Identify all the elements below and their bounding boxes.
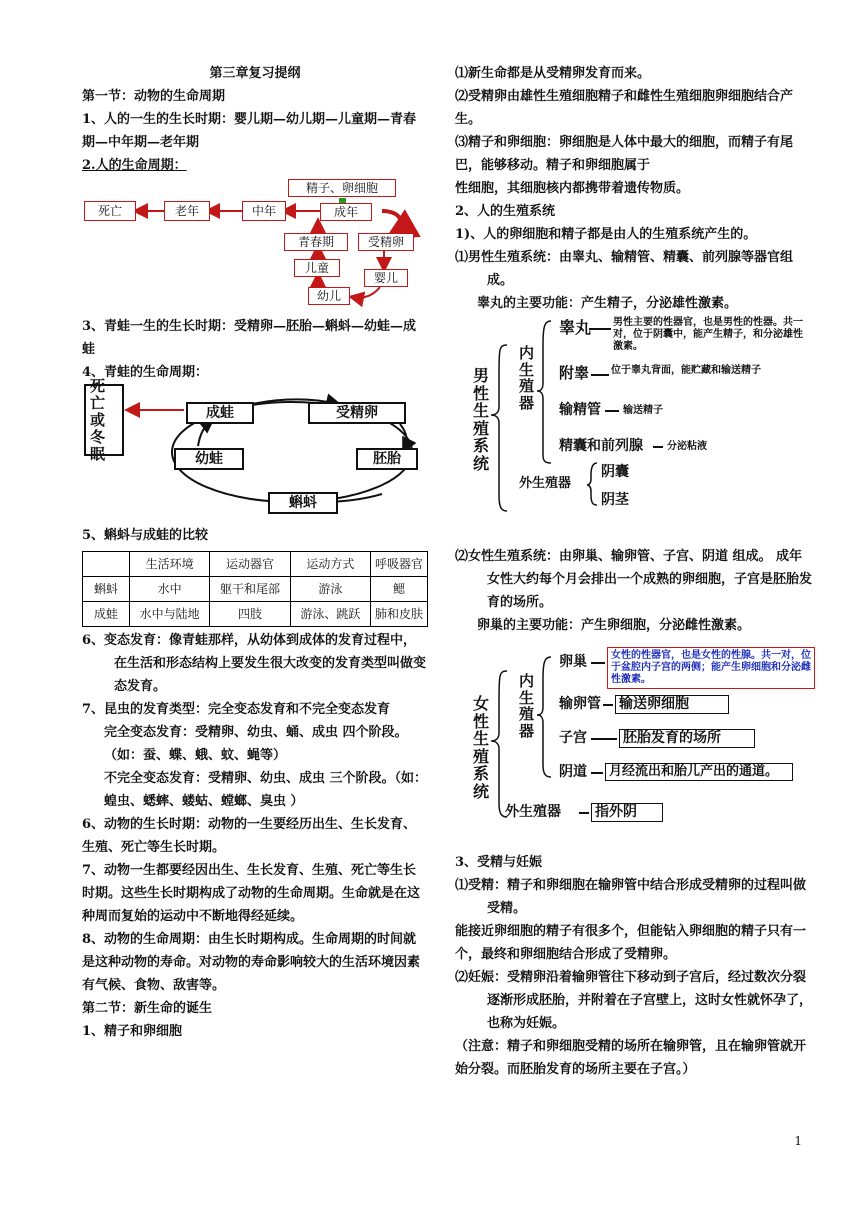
- table-header-cell: 呼吸器官: [371, 552, 428, 577]
- item-note: （注意：精子和卵细胞受精的场所在输卵管，且在输卵管就开始分裂。而胚胎发育的场所主要在子宫。）: [455, 1039, 807, 1077]
- table-header-cell: [83, 552, 130, 577]
- female-internal-label: [519, 673, 535, 739]
- male-reproductive-diagram: [455, 315, 813, 527]
- item-incomplete-metamorphosis: 不完全变态发育：受精卵、幼虫、成虫 三个阶段。（如：蝗虫、蟋蟀、蝼蛄、螳螂、臭虫 ）: [104, 771, 428, 809]
- glands-label: 精囊和前列腺: [559, 438, 643, 454]
- node-youth: 青春期: [284, 233, 348, 251]
- item-animal-growth-periods: 6、动物的生长时期：动物的一生要经历出生、生长发育、生殖、死亡等生长时期。: [82, 817, 417, 855]
- vas-deferens-note: 输送精子: [623, 405, 663, 416]
- node-zygote: 受精卵: [358, 233, 414, 251]
- item-fertilization: ⑴受精：精子和卵细胞在输卵管中结合形成受精卵的过程叫做受精。: [455, 878, 807, 916]
- female-system-label: [473, 695, 489, 801]
- item-gametes: 1、精子和卵细胞: [82, 1024, 183, 1039]
- node-tadpole: 蝌蚪: [268, 492, 338, 514]
- penis-label: 阴茎: [601, 492, 629, 508]
- male-internal-label: [519, 345, 535, 411]
- vagina-note: 月经流出和胎儿产出的通道。: [605, 763, 793, 781]
- item-female-system: ⑵女性生殖系统：由卵巢、输卵管、子宫、阴道 组成。 成年女性大约每个月会排出一个成熟的卵细胞，子宫是胚胎发育的场所。: [455, 549, 813, 610]
- table-cell: 蝌蚪: [83, 577, 130, 602]
- female-reproductive-diagram: [455, 643, 813, 829]
- table-row: [83, 602, 428, 627]
- table-header-cell: 运动器官: [210, 552, 290, 577]
- node-adult: 成年: [320, 203, 372, 221]
- item-male-system: ⑴男性生殖系统：由睾丸、输精管、精囊、前列腺等器官组成。: [455, 250, 794, 288]
- table-row: [83, 577, 428, 602]
- uterus-note: 胚胎发育的场所: [619, 729, 755, 748]
- item-zygote-origin: ⑵受精卵由雄性生殖细胞精子和雌性生殖细胞卵细胞结合产生。: [455, 89, 794, 127]
- ovary-label: 卵巢: [559, 654, 587, 670]
- item-pregnancy: ⑵妊娠：受精卵沿着输卵管往下移动到子宫后，经过数次分裂逐渐形成胚胎，并附着在子宫壁上，这时女性就怀孕了，也称为妊娠。: [455, 970, 813, 1031]
- item-sperm-egg: ⑶精子和卵细胞：卵细胞是人体中最大的细胞，而精子有尾巴，能够移动。精子和卵细胞属于: [455, 135, 794, 173]
- item-reproductive-system: 2、人的生殖系统: [455, 204, 556, 219]
- node-child: 儿童: [294, 259, 340, 277]
- node-frog-death-or-hibernation: [84, 376, 124, 463]
- table-header-cell: 运动方式: [290, 552, 370, 577]
- item-sex-cells: 性细胞，其细胞核内都携带着遗传物质。: [455, 181, 690, 196]
- female-external-label: 外生殖器: [505, 804, 561, 820]
- node-middle-age: 中年: [242, 201, 286, 221]
- fallopian-tube-note: 输送卵细胞: [615, 695, 729, 714]
- testis-note: 男性主要的性器官，也是男性的性器。共一对，位于阴囊中，能产生精子，和分泌雄性激素。: [613, 317, 803, 352]
- section-heading-2: 第二节：新生命的诞生: [82, 1001, 213, 1016]
- scrotum-label: 阴囊: [601, 464, 629, 480]
- table-cell: 游泳: [290, 577, 370, 602]
- frog-life-cycle-diagram: [82, 376, 428, 524]
- vas-deferens-label: 输精管: [559, 402, 601, 418]
- table-cell: 四肢: [210, 602, 290, 627]
- node-gametes: 精子、卵细胞: [288, 179, 396, 197]
- testis-label: 睾丸: [559, 318, 592, 337]
- female-external-note: 指外阴: [591, 803, 663, 822]
- node-embryo: 胚胎: [356, 448, 418, 470]
- table-cell: 水中: [130, 577, 210, 602]
- item-life-cycle-definition: 8、动物的生命周期：由生长时期构成。生命周期的时间就是这种动物的寿命。对动物的寿命影响较大的生活环境因素有气候、食物、敌害等。: [82, 932, 421, 993]
- epididymis-note: 位于睾丸背面，能贮藏和输送精子: [611, 365, 761, 376]
- item-frog-cycle-title: 4、青蛙的生命周期：: [82, 365, 209, 380]
- female-internal-text: 内生殖器: [519, 672, 535, 740]
- table-header-row: [83, 552, 428, 577]
- item-human-cycle-title: 2.人的生命周期：: [82, 158, 187, 173]
- female-system-text: 女性生殖系统: [473, 694, 490, 801]
- item-human-stages: 1、人的一生的生长时期：婴儿期—幼儿期—儿童期—青春期—中年期—老年期: [82, 112, 417, 150]
- table-cell: 肺和皮肤: [371, 602, 428, 627]
- page-title: 第三章复习提纲: [209, 66, 301, 81]
- page-number: 1: [794, 1134, 802, 1148]
- table-cell: 成蛙: [83, 602, 130, 627]
- item-ovary-function: 卵巢的主要功能：产生卵细胞，分泌雌性激素。: [477, 618, 751, 633]
- fallopian-tube-label: 输卵管: [559, 696, 601, 712]
- male-external-label: 外生殖器: [519, 476, 572, 491]
- item-fertilization-pregnancy: 3、受精与妊娠: [455, 855, 543, 870]
- vagina-label: 阴道: [559, 764, 587, 780]
- item-frog-stages: 3、青蛙一生的生长时期：受精卵—胚胎—蝌蚪—幼蛙—成蛙: [82, 319, 417, 357]
- node-toddler: 幼儿: [308, 287, 350, 305]
- item-gamete-source: 1)、人的卵细胞和精子都是由人的生殖系统产生的。: [455, 227, 757, 242]
- left-column: [82, 62, 428, 1043]
- table-cell: 躯干和尾部: [210, 577, 290, 602]
- human-life-cycle-diagram: [82, 177, 428, 305]
- male-system-label: [473, 367, 489, 473]
- comparison-table: [82, 551, 428, 627]
- male-system-text: 男性生殖系统: [473, 366, 490, 473]
- epididymis-label: 附睾: [559, 364, 590, 382]
- glands-note: 分泌粘液: [667, 441, 707, 452]
- node-frog-zygote: 受精卵: [308, 402, 406, 424]
- item-testis-function: 睾丸的主要功能：产生精子，分泌雄性激素。: [477, 296, 738, 311]
- frog-death-label: 死亡或冬眠: [90, 376, 106, 463]
- male-internal-text: 内生殖器: [519, 344, 535, 412]
- item-sperm-entry: 能接近卵细胞的精子有很多个，但能钻入卵细胞的精子只有一个，最终和卵细胞结合形成了受精卵。: [455, 924, 807, 962]
- table-cell: 游泳、跳跃: [290, 602, 370, 627]
- item-metamorphosis: 6、变态发育：像青蛙那样，从幼体到成体的发育过程中，在生活和形态结构上要发生很大改变的发育类型叫做变态发育。: [82, 633, 427, 694]
- node-infant: 婴儿: [364, 269, 408, 287]
- uterus-label: 子宫: [559, 730, 587, 746]
- node-old-age: 老年: [164, 201, 210, 221]
- item-animal-life-cycle: 7、动物一生都要经因出生、生长发育、生殖、死亡等生长时期。这些生长时期构成了动物的生命周期。生命就是在这种周而复始的运动中不断地得经延续。: [82, 863, 421, 924]
- item-insect-development: 7、昆虫的发育类型：完全变态发育和不完全变态发育: [82, 702, 391, 717]
- table-cell: 水中与陆地: [130, 602, 210, 627]
- table-header-cell: 生活环境: [130, 552, 210, 577]
- right-column: [455, 62, 813, 1081]
- item-comparison-title: 5、蝌蚪与成蛙的比较: [82, 528, 209, 543]
- ovary-note: 女性的性器官，也是女性的性腺。共一对，位于盆腔内子宫的两侧；能产生卵细胞和分泌雌性激素。: [607, 647, 815, 689]
- item-complete-metamorphosis: 完全变态发育：受精卵、幼虫、蛹、成虫 四个阶段。（如：蚕、蝶、蛾、蚊、蝇等）: [104, 725, 408, 763]
- table-cell: 鳃: [371, 577, 428, 602]
- section-heading-1: 第一节：动物的生命周期: [82, 89, 226, 104]
- node-adult-frog: 成蛙: [186, 402, 254, 424]
- node-young-frog: 幼蛙: [174, 448, 244, 470]
- item-new-life: ⑴新生命都是从受精卵发育而来。: [455, 66, 651, 81]
- node-death: 死亡: [84, 201, 136, 221]
